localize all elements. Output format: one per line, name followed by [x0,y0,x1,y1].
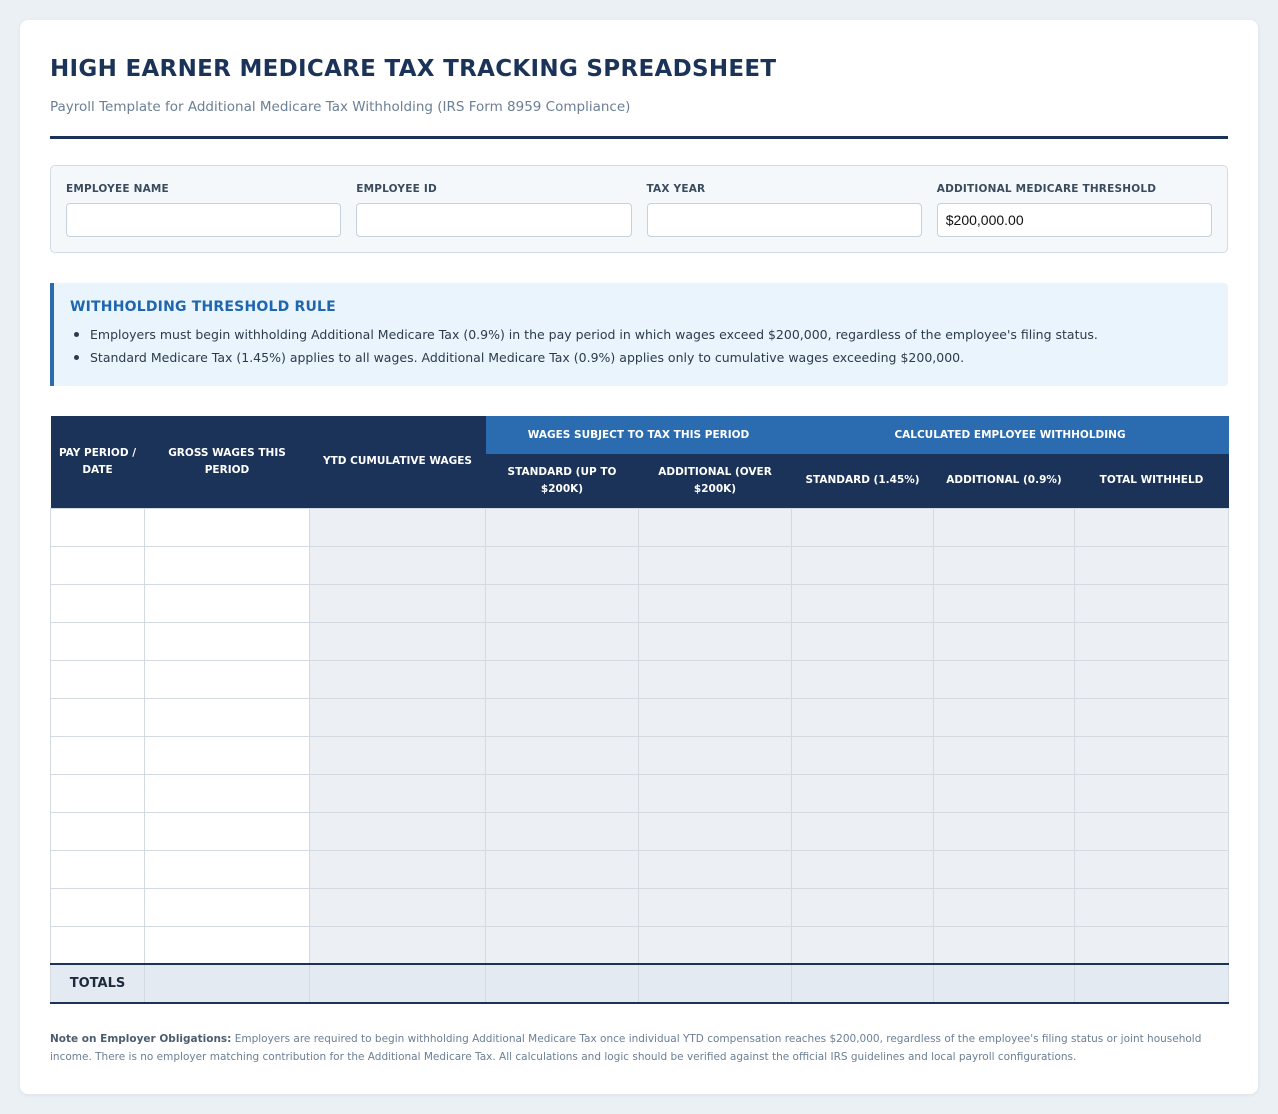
total-ytd-wages-cell [310,964,486,1003]
table-row [51,888,1229,926]
additional-withholding-cell [934,736,1075,774]
ytd-wages-cell [310,812,486,850]
rule-title: WITHHOLDING THRESHOLD RULE [70,299,336,315]
additional-withholding-cell [934,774,1075,812]
standard-withholding-cell [792,888,934,926]
gross-wages-cell[interactable] [145,508,310,546]
total-withheld-cell [1075,736,1229,774]
additional-wages-cell [639,888,792,926]
threshold-label: ADDITIONAL MEDICARE THRESHOLD [936,183,1157,195]
ytd-wages-cell [310,888,486,926]
additional-withholding-cell [934,698,1075,736]
standard-wages-cell [486,508,639,546]
col-header-additional-wages: ADDITIONAL (OVER $200K) [639,454,792,508]
spreadsheet-card [20,20,1258,1094]
standard-withholding-cell [792,736,934,774]
additional-wages-cell [639,622,792,660]
pay-period-cell[interactable] [51,698,145,736]
standard-withholding-cell [792,584,934,622]
standard-wages-cell [486,622,639,660]
ytd-wages-cell [310,660,486,698]
additional-withholding-cell [934,584,1075,622]
employee-id-field-group [356,181,631,237]
gross-wages-cell[interactable] [145,774,310,812]
table-row [51,774,1229,812]
rule-item: Standard Medicare Tax (1.45%) applies to all wages. Additional Medicare Tax (0.9%) applies only to cumulative wages exceeding $200,000. [70,346,1212,369]
additional-wages-cell [639,660,792,698]
additional-withholding-cell [934,546,1075,584]
additional-withholding-cell [934,812,1075,850]
additional-wages-cell [639,584,792,622]
total-standard-wages-cell [486,964,639,1003]
pay-period-cell[interactable] [51,660,145,698]
standard-withholding-cell [792,812,934,850]
total-withheld-cell [1075,660,1229,698]
pay-period-cell[interactable] [51,584,145,622]
table-row [51,660,1229,698]
standard-withholding-cell [792,850,934,888]
standard-wages-cell [486,546,639,584]
col-header-gross-wages: GROSS WAGES THIS PERIOD [145,416,310,508]
withholding-table [50,416,1229,1004]
employer-obligations-note [50,1030,1228,1066]
standard-withholding-cell [792,660,934,698]
table-row [51,926,1229,964]
additional-withholding-cell [934,508,1075,546]
pay-period-cell[interactable] [51,736,145,774]
standard-wages-cell [486,774,639,812]
ytd-wages-cell [310,622,486,660]
note-lead: Note on Employer Obligations: [50,1033,232,1045]
ytd-wages-cell [310,546,486,584]
total-withheld-cell [1075,622,1229,660]
table-row [51,584,1229,622]
total-additional-wages-cell [639,964,792,1003]
standard-wages-cell [486,926,639,964]
col-header-standard-wages: STANDARD (UP TO $200K) [486,454,639,508]
total-withheld-cell [1075,812,1229,850]
pay-period-cell[interactable] [51,926,145,964]
header-divider [50,136,1228,139]
table-row [51,508,1229,546]
gross-wages-cell[interactable] [145,736,310,774]
additional-withholding-cell [934,850,1075,888]
tax-year-field-group [647,181,922,237]
tax-year-input[interactable] [647,203,922,237]
note-text: Employers are required to begin withholding Additional Medicare Tax once individual YTD compensation reaches $200,000, regardless of the employee's filing status or joint household income. There is no employer matching contribution for the Additional Medicare Tax. All calculations and logic should be verified against the official IRS guidelines and local payroll configurations. [50,1033,1202,1063]
page-title: HIGH EARNER MEDICARE TAX TRACKING SPREADSHEET [50,56,777,82]
standard-withholding-cell [792,926,934,964]
additional-withholding-cell [934,660,1075,698]
standard-wages-cell [486,736,639,774]
threshold-field-group [937,181,1212,237]
additional-withholding-cell [934,622,1075,660]
col-header-ytd-wages: YTD CUMULATIVE WAGES [310,416,486,508]
total-gross-wages-cell [145,964,310,1003]
table-row [51,546,1229,584]
additional-wages-cell [639,508,792,546]
ytd-wages-cell [310,850,486,888]
standard-wages-cell [486,888,639,926]
additional-wages-cell [639,850,792,888]
ytd-wages-cell [310,926,486,964]
additional-wages-cell [639,926,792,964]
standard-withholding-cell [792,698,934,736]
pay-period-cell[interactable] [51,812,145,850]
employee-name-label: EMPLOYEE NAME [66,183,169,195]
standard-withholding-cell [792,546,934,584]
ytd-wages-cell [310,736,486,774]
ytd-wages-cell [310,774,486,812]
employee-id-label: EMPLOYEE ID [356,183,437,195]
col-group-wages-subject: WAGES SUBJECT TO TAX THIS PERIOD [486,416,792,454]
table-body [51,508,1229,964]
total-additional-withholding-cell [934,964,1075,1003]
additional-wages-cell [639,812,792,850]
tax-year-label: TAX YEAR [646,183,706,195]
gross-wages-cell[interactable] [145,850,310,888]
total-withheld-cell [1075,508,1229,546]
gross-wages-cell[interactable] [145,698,310,736]
total-withheld-cell [1075,926,1229,964]
table-row [51,698,1229,736]
additional-wages-cell [639,736,792,774]
table-row [51,736,1229,774]
standard-wages-cell [486,584,639,622]
additional-wages-cell [639,774,792,812]
total-withheld-cell [1075,584,1229,622]
additional-wages-cell [639,546,792,584]
pay-period-cell[interactable] [51,850,145,888]
col-header-pay-period: PAY PERIOD / DATE [51,416,145,508]
standard-withholding-cell [792,774,934,812]
employee-info-panel [50,165,1228,253]
threshold-rule-callout [50,283,1228,386]
ytd-wages-cell [310,584,486,622]
total-withheld-cell [1075,964,1229,1003]
totals-label: TOTALS [51,964,145,1003]
standard-wages-cell [486,698,639,736]
ytd-wages-cell [310,508,486,546]
total-withheld-cell [1075,546,1229,584]
gross-wages-cell[interactable] [145,812,310,850]
table-row [51,850,1229,888]
table-row [51,622,1229,660]
gross-wages-cell[interactable] [145,926,310,964]
standard-wages-cell [486,812,639,850]
gross-wages-cell[interactable] [145,546,310,584]
additional-withholding-cell [934,926,1075,964]
total-withheld-cell [1075,774,1229,812]
col-header-additional-withholding: ADDITIONAL (0.9%) [934,454,1075,508]
pay-period-cell[interactable] [51,774,145,812]
threshold-input[interactable] [937,203,1212,237]
employee-name-field-group [66,181,341,237]
standard-withholding-cell [792,622,934,660]
pay-period-cell[interactable] [51,888,145,926]
total-withheld-cell [1075,850,1229,888]
additional-withholding-cell [934,888,1075,926]
pay-period-cell[interactable] [51,546,145,584]
standard-withholding-cell [792,508,934,546]
additional-wages-cell [639,698,792,736]
pay-period-cell[interactable] [51,622,145,660]
rule-item: Employers must begin withholding Additional Medicare Tax (0.9%) in the pay period in which wages exceed $200,000, regardless of the employee's filing status. [70,323,1212,346]
gross-wages-cell[interactable] [145,888,310,926]
col-header-standard-withholding: STANDARD (1.45%) [792,454,934,508]
standard-wages-cell [486,850,639,888]
total-withheld-cell [1075,888,1229,926]
gross-wages-cell[interactable] [145,622,310,660]
gross-wages-cell[interactable] [145,660,310,698]
total-withheld-cell [1075,698,1229,736]
page-subtitle: Payroll Template for Additional Medicare Tax Withholding (IRS Form 8959 Compliance) [50,99,631,115]
gross-wages-cell[interactable] [145,584,310,622]
employee-name-input[interactable] [66,203,341,237]
ytd-wages-cell [310,698,486,736]
total-standard-withholding-cell [792,964,934,1003]
col-group-withholding: CALCULATED EMPLOYEE WITHHOLDING [792,416,1229,454]
totals-row [51,964,1229,1003]
pay-period-cell[interactable] [51,508,145,546]
employee-id-input[interactable] [356,203,631,237]
standard-wages-cell [486,660,639,698]
col-header-total-withheld: TOTAL WITHHELD [1075,454,1229,508]
table-row [51,812,1229,850]
rule-list [70,323,1212,369]
